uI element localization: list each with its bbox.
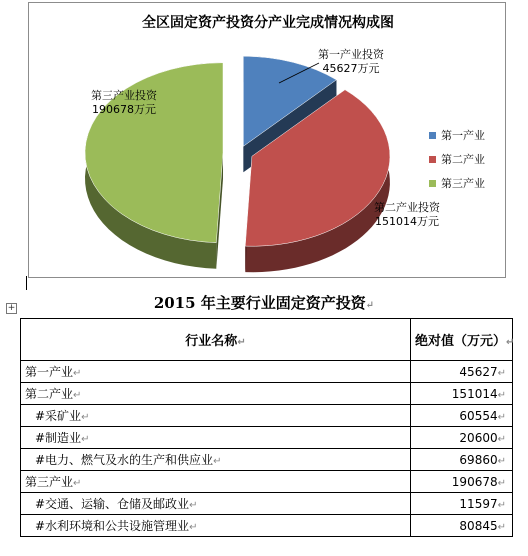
chart-title: 全区固定资产投资分产业完成情况构成图 [142, 15, 394, 31]
chart-legend [429, 128, 485, 190]
table-body [21, 361, 513, 537]
row-industry-name: #交通、运输、仓储及邮政业↵ [21, 493, 411, 515]
slice-label-name: 第二产业投资 [374, 201, 440, 214]
table-title [0, 293, 528, 316]
row-absolute-value: 11597↵ [411, 493, 513, 515]
row-absolute-value: 45627↵ [411, 361, 513, 383]
legend-label: 第一产业 [441, 129, 485, 142]
header-industry-name: 行业名称↵ [21, 319, 411, 361]
table-row [21, 427, 513, 449]
table-header-row [21, 319, 513, 361]
return-arrow-icon: ↵ [365, 300, 375, 311]
legend-swatch [429, 156, 436, 163]
table-row [21, 405, 513, 427]
row-industry-name: 第三产业↵ [21, 471, 411, 493]
text-cursor [26, 276, 27, 290]
row-industry-name: #制造业↵ [21, 427, 411, 449]
pie-chart-svg [29, 3, 507, 279]
slice-label-value: 151014万元 [375, 215, 439, 228]
table-row [21, 493, 513, 515]
row-absolute-value: 80845↵ [411, 515, 513, 537]
row-industry-name: 第二产业↵ [21, 383, 411, 405]
row-absolute-value: 20600↵ [411, 427, 513, 449]
row-absolute-value: 69860↵ [411, 449, 513, 471]
table-row [21, 515, 513, 537]
slice-label-value: 190678万元 [92, 103, 156, 116]
legend-swatch [429, 180, 436, 187]
investment-table [20, 318, 513, 537]
row-absolute-value: 151014↵ [411, 383, 513, 405]
slice-label-name: 第三产业投资 [91, 89, 157, 102]
slice-label-value: 45627万元 [322, 62, 380, 75]
row-industry-name: #采矿业↵ [21, 405, 411, 427]
table-row [21, 471, 513, 493]
row-industry-name: #水利环境和公共设施管理业↵ [21, 515, 411, 537]
slice-label-name: 第一产业投资 [318, 48, 384, 61]
row-industry-name: 第一产业↵ [21, 361, 411, 383]
row-absolute-value: 190678↵ [411, 471, 513, 493]
table-row [21, 449, 513, 471]
legend-label: 第二产业 [441, 153, 485, 166]
pie-chart [28, 2, 506, 278]
header-absolute-value: 绝对值（万元）↵ [411, 319, 513, 361]
table-row [21, 383, 513, 405]
legend-swatch [429, 132, 436, 139]
legend-label: 第三产业 [441, 177, 485, 190]
table-title-text: 2015 年主要行业固定资产投资 [153, 294, 366, 312]
table-row [21, 361, 513, 383]
row-absolute-value: 60554↵ [411, 405, 513, 427]
move-cross-icon[interactable]: + [7, 303, 16, 313]
row-industry-name: #电力、燃气及水的生产和供应业↵ [21, 449, 411, 471]
